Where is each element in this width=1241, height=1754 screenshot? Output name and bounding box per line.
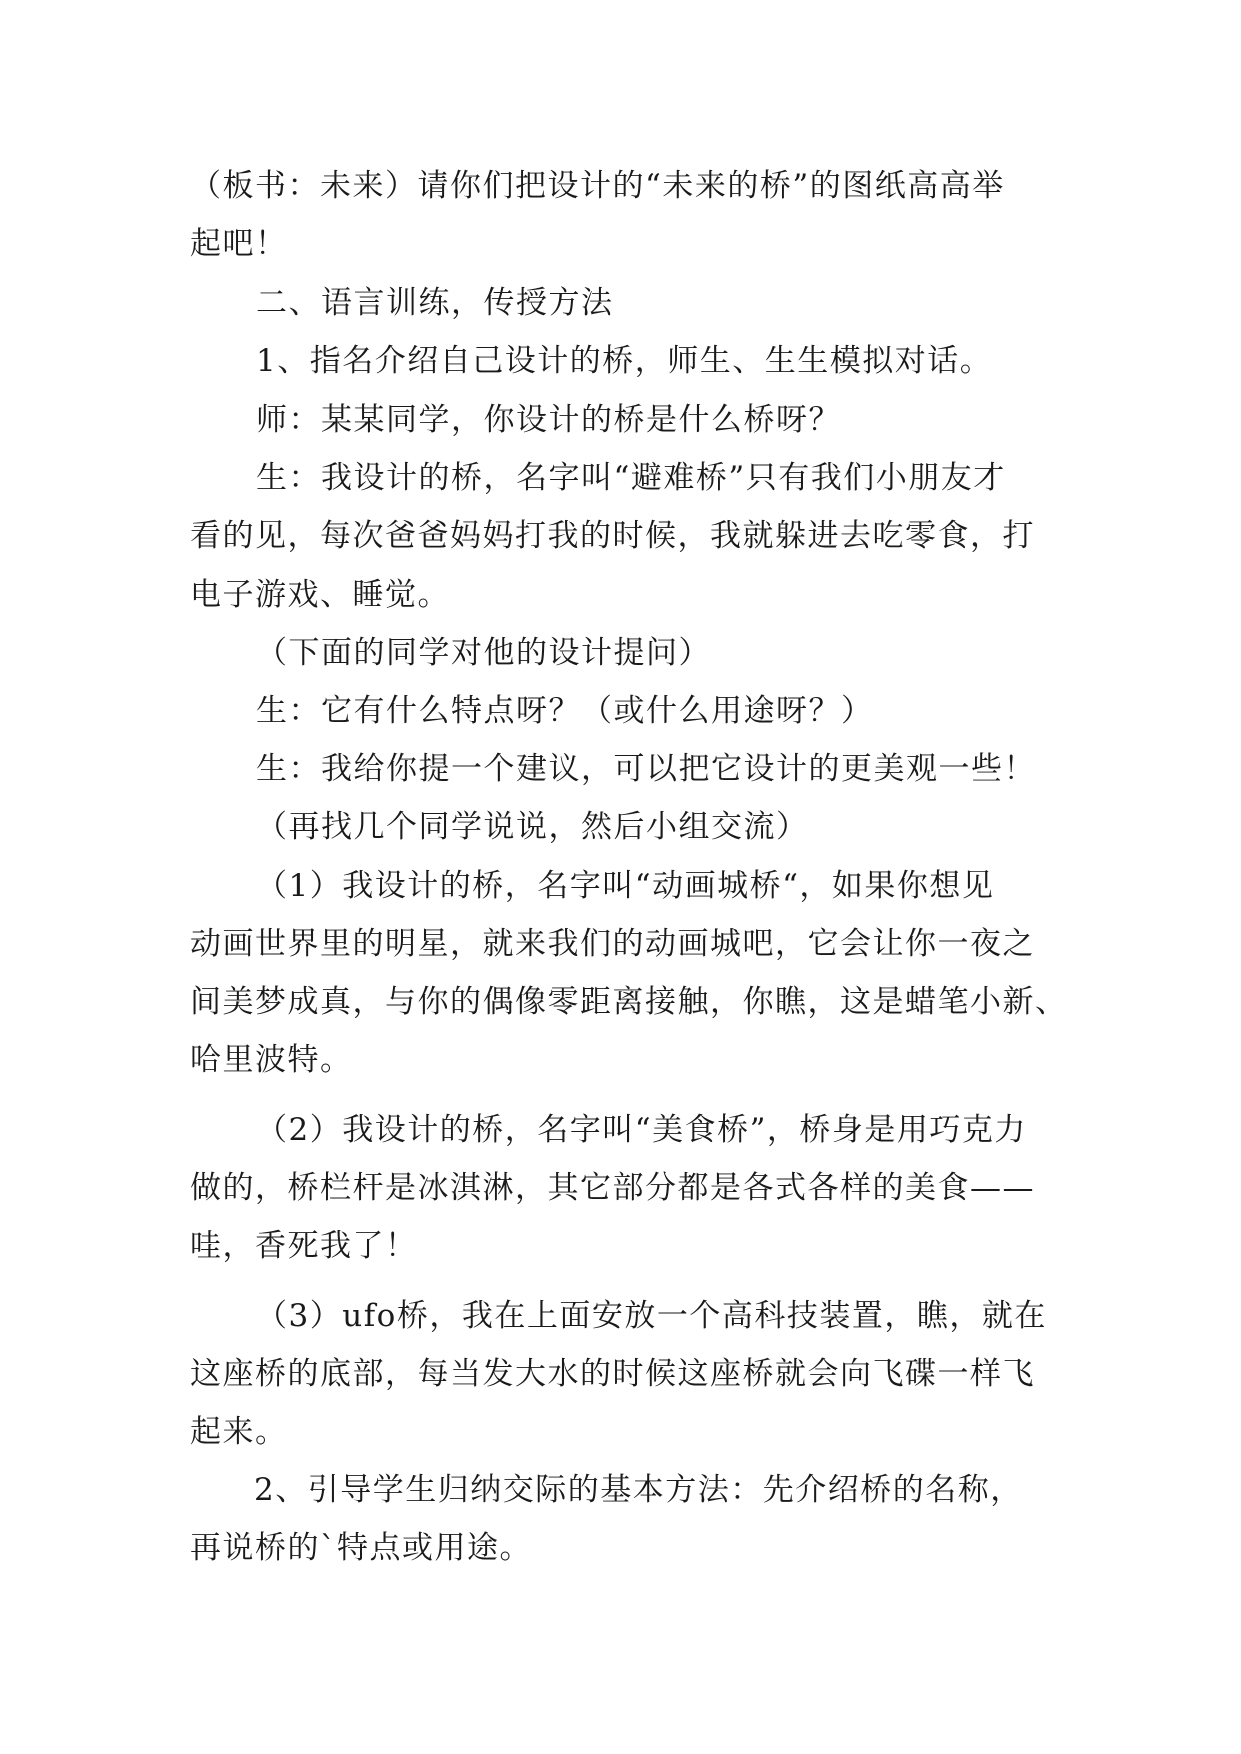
section-heading: 二、语言训练，传授方法 (256, 285, 614, 321)
text-line: 看的见，每次爸爸妈妈打我的时候，我就躲进去吃零食，打 (190, 518, 1035, 554)
text-line: 1、指名介绍自己设计的桥，师生、生生模拟对话。 (256, 343, 993, 379)
text-line: 2、引导学生归纳交际的基本方法：先介绍桥的名称， (254, 1472, 1023, 1508)
text-line: 起来。 (190, 1414, 288, 1450)
dialogue-line: 师：某某同学，你设计的桥是什么桥呀？ (256, 402, 841, 438)
text-line: 哇，香死我了！ (190, 1228, 418, 1264)
stage-note: （下面的同学对他的设计提问） (256, 635, 711, 671)
text-line: 间美梦成真，与你的偶像零距离接触，你瞧，这是蜡笔小新、 (190, 984, 1068, 1020)
dialogue-line: 生：它有什么特点呀？（或什么用途呀？） (256, 693, 874, 729)
dialogue-line: 生：我给你提一个建议，可以把它设计的更美观一些！ (256, 751, 1036, 787)
text-line: （板书：未来）请你们把设计的“未来的桥”的图纸高高举 (190, 168, 1005, 204)
text-line: 动画世界里的明星，就来我们的动画城吧，它会让你一夜之 (190, 926, 1035, 962)
stage-note: （再找几个同学说说，然后小组交流） (256, 809, 809, 845)
text-line: 做的，桥栏杆是冰淇淋，其它部分都是各式各样的美食—— (190, 1170, 1035, 1206)
text-line: 电子游戏、睡觉。 (190, 577, 450, 613)
text-line: （2）我设计的桥，名字叫“美食桥”，桥身是用巧克力 (256, 1112, 1027, 1148)
text-line: 哈里波特。 (190, 1042, 353, 1078)
text-line: 这座桥的底部，每当发大水的时候这座桥就会向飞碟一样飞 (190, 1356, 1035, 1392)
text-line: 起吧！ (190, 226, 288, 262)
dialogue-line: 生：我设计的桥，名字叫“避难桥”只有我们小朋友才 (256, 460, 1006, 496)
text-line: （1）我设计的桥，名字叫“动画城桥“，如果你想见 (256, 868, 995, 904)
text-line: 再说桥的`特点或用途。 (190, 1530, 532, 1566)
text-line: （3）ufo桥，我在上面安放一个高科技装置，瞧，就在 (256, 1298, 1047, 1334)
